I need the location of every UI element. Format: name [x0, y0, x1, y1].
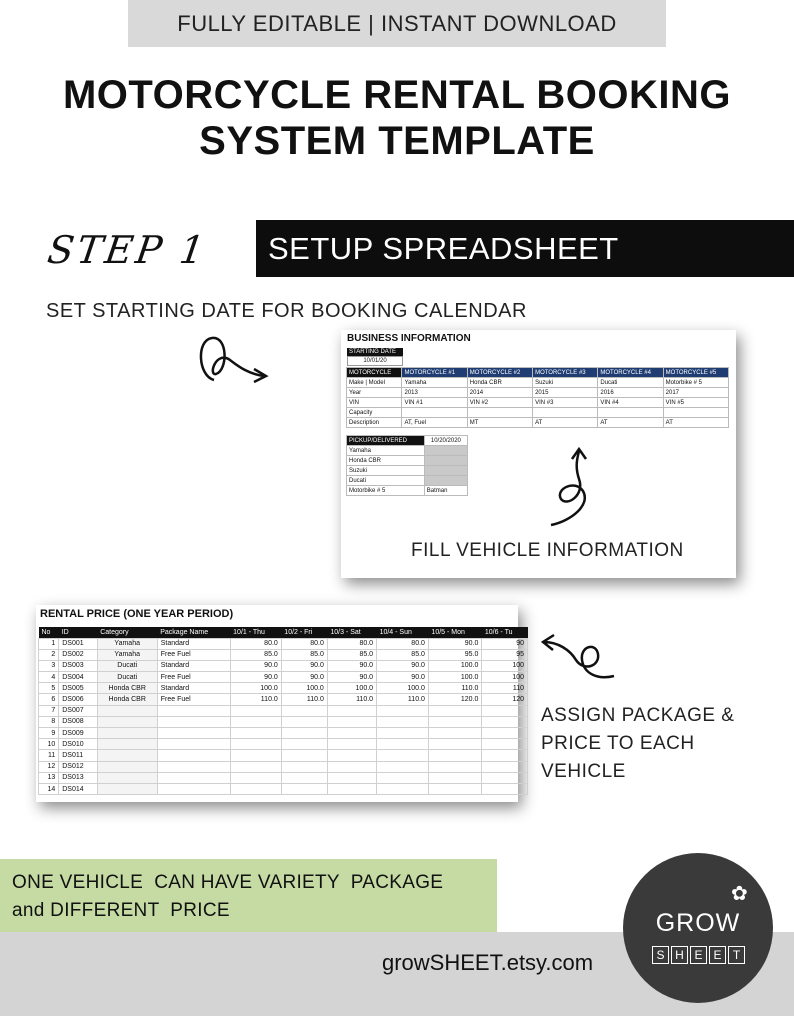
pickup-value-cell[interactable] [424, 446, 467, 456]
etsy-shop-link[interactable]: growSHEET.etsy.com [382, 950, 594, 975]
assign-note-line-2: PRICE TO EACH [541, 733, 695, 754]
logo-letter: T [728, 946, 745, 964]
price-cell[interactable] [428, 761, 481, 772]
variety-package-note [0, 859, 497, 932]
rental-price-title: RENTAL PRICE (ONE YEAR PERIOD) [40, 608, 234, 620]
price-cell: DS003 [59, 660, 97, 671]
price-row [39, 750, 528, 761]
vehicle-cell[interactable]: 2017 [663, 388, 728, 398]
vehicle-header-cell: MOTORCYCLE #3 [533, 368, 598, 378]
price-row [39, 660, 528, 671]
price-cell[interactable]: 80.0 [281, 638, 327, 649]
price-cell[interactable]: 90.0 [377, 672, 429, 683]
price-cell[interactable]: Free Fuel [157, 649, 230, 660]
price-cell[interactable]: Ducati [97, 660, 157, 671]
price-cell[interactable] [327, 705, 376, 716]
title-line-1: MOTORCYCLE RENTAL BOOKING [62, 73, 732, 117]
price-cell[interactable] [281, 716, 327, 727]
vehicle-cell: Capacity [347, 408, 402, 418]
price-cell[interactable] [428, 783, 481, 794]
price-cell[interactable]: Honda CBR [97, 694, 157, 705]
price-cell: 10 [39, 739, 59, 750]
rental-price-table [38, 627, 528, 795]
pickup-value-cell[interactable] [424, 476, 467, 486]
price-cell[interactable] [281, 739, 327, 750]
price-row [39, 716, 528, 727]
price-cell[interactable] [327, 728, 376, 739]
vehicle-header-cell: MOTORCYCLE #2 [467, 368, 532, 378]
price-cell[interactable]: Honda CBR [97, 683, 157, 694]
pickup-vehicle-cell: Yamaha [347, 446, 425, 456]
price-header-cell: Category [97, 627, 157, 638]
price-cell[interactable] [377, 728, 429, 739]
vehicle-cell[interactable]: Yamaha [402, 378, 467, 388]
price-row [39, 649, 528, 660]
price-cell: 1 [39, 638, 59, 649]
pickup-table [346, 435, 468, 496]
price-cell[interactable]: 100.0 [230, 683, 281, 694]
vehicle-cell: Make | Model [347, 378, 402, 388]
price-cell[interactable]: Yamaha [97, 638, 157, 649]
price-cell[interactable]: Free Fuel [157, 672, 230, 683]
vehicle-cell[interactable]: 2016 [598, 388, 663, 398]
price-cell[interactable] [230, 716, 281, 727]
price-cell[interactable]: 110.0 [327, 694, 376, 705]
pickup-value-cell[interactable] [424, 456, 467, 466]
price-cell[interactable] [97, 750, 157, 761]
price-row [39, 728, 528, 739]
price-cell[interactable]: 100.0 [428, 660, 481, 671]
vehicle-cell[interactable]: MT [467, 418, 532, 428]
price-cell[interactable] [327, 739, 376, 750]
assign-note-line-1: ASSIGN PACKAGE & [541, 705, 735, 726]
price-cell[interactable] [230, 783, 281, 794]
flower-icon: ✿ [731, 883, 748, 905]
vehicle-cell[interactable]: AT [598, 418, 663, 428]
price-cell[interactable]: Ducati [97, 672, 157, 683]
price-cell: 13 [39, 772, 59, 783]
vehicle-cell[interactable]: 2014 [467, 388, 532, 398]
title-line-2: SYSTEM TEMPLATE [199, 119, 595, 163]
vehicle-row [347, 388, 729, 398]
price-cell[interactable] [97, 716, 157, 727]
price-cell[interactable]: 100 [482, 672, 528, 683]
price-cell[interactable] [377, 772, 429, 783]
vehicle-row [347, 408, 729, 418]
price-row [39, 638, 528, 649]
price-cell[interactable] [230, 761, 281, 772]
price-cell: 11 [39, 750, 59, 761]
vehicle-cell[interactable]: Ducati [598, 378, 663, 388]
price-cell[interactable]: 100 [482, 660, 528, 671]
business-info-sheet [341, 330, 736, 578]
price-cell[interactable] [157, 750, 230, 761]
price-cell[interactable] [377, 783, 429, 794]
step-label: STEP 1 [44, 228, 211, 272]
price-cell[interactable]: 85.0 [377, 649, 429, 660]
price-cell[interactable] [157, 705, 230, 716]
price-cell[interactable]: 110.0 [281, 694, 327, 705]
growsheet-logo [623, 853, 773, 1003]
price-cell[interactable]: 80.0 [230, 638, 281, 649]
price-cell[interactable] [482, 739, 528, 750]
price-cell[interactable]: 110.0 [377, 694, 429, 705]
price-cell: DS007 [59, 705, 97, 716]
price-cell[interactable]: 90.0 [377, 660, 429, 671]
vehicle-cell[interactable]: 2013 [402, 388, 467, 398]
vehicle-cell: Year [347, 388, 402, 398]
price-cell[interactable] [281, 705, 327, 716]
price-cell: 8 [39, 716, 59, 727]
price-cell[interactable]: 100.0 [377, 683, 429, 694]
logo-sheet-letters [652, 946, 745, 964]
top-banner: FULLY EDITABLE | INSTANT DOWNLOAD [128, 0, 666, 47]
vehicle-row [347, 398, 729, 408]
price-cell: 6 [39, 694, 59, 705]
vehicle-row [347, 378, 729, 388]
price-cell[interactable] [230, 728, 281, 739]
price-cell[interactable] [482, 772, 528, 783]
starting-date-label: STARTING DATE [347, 348, 403, 356]
price-cell[interactable] [428, 772, 481, 783]
starting-date-box [347, 348, 403, 366]
price-cell[interactable] [157, 761, 230, 772]
price-cell[interactable] [281, 772, 327, 783]
price-cell[interactable]: 110 [482, 683, 528, 694]
pickup-row [347, 446, 468, 456]
price-cell[interactable] [97, 739, 157, 750]
vehicle-cell[interactable]: Suzuki [533, 378, 598, 388]
curly-arrow-right-icon [194, 330, 274, 390]
setup-spreadsheet-bar: SETUP SPREADSHEET [256, 220, 794, 277]
vehicle-cell[interactable] [533, 408, 598, 418]
price-cell: DS014 [59, 783, 97, 794]
price-cell[interactable]: 90.0 [428, 638, 481, 649]
price-cell[interactable] [482, 783, 528, 794]
price-header-cell: ID [59, 627, 97, 638]
price-cell: DS013 [59, 772, 97, 783]
price-cell[interactable]: 90.0 [281, 660, 327, 671]
price-cell[interactable]: Standard [157, 638, 230, 649]
price-row [39, 772, 528, 783]
price-cell[interactable]: 85.0 [327, 649, 376, 660]
pickup-row [347, 476, 468, 486]
price-cell[interactable]: Yamaha [97, 649, 157, 660]
price-cell[interactable] [230, 750, 281, 761]
variety-note-line-1: ONE VEHICLE CAN HAVE VARIETY PACKAGE [12, 872, 444, 893]
vehicle-cell[interactable] [598, 408, 663, 418]
price-row [39, 761, 528, 772]
price-cell[interactable] [97, 783, 157, 794]
price-cell[interactable] [97, 705, 157, 716]
price-cell[interactable]: Standard [157, 683, 230, 694]
pickup-row [347, 456, 468, 466]
price-cell: DS002 [59, 649, 97, 660]
price-cell[interactable] [428, 716, 481, 727]
price-cell[interactable]: 90.0 [327, 672, 376, 683]
price-cell[interactable] [327, 750, 376, 761]
vehicle-cell[interactable]: VIN #3 [533, 398, 598, 408]
vehicle-cell[interactable]: AT [533, 418, 598, 428]
price-cell[interactable]: 90.0 [230, 660, 281, 671]
price-cell[interactable]: 90.0 [327, 660, 376, 671]
vehicle-table [346, 367, 729, 428]
price-header-cell: 10/1 - Thu [230, 627, 281, 638]
price-cell: DS001 [59, 638, 97, 649]
main-title [0, 72, 794, 164]
price-row [39, 683, 528, 694]
price-cell[interactable] [157, 739, 230, 750]
vehicle-cell[interactable]: VIN #5 [663, 398, 728, 408]
price-row [39, 672, 528, 683]
price-cell[interactable] [157, 772, 230, 783]
price-cell[interactable] [377, 705, 429, 716]
pickup-label: PICKUP/DELIVERED [347, 436, 425, 446]
price-cell: 3 [39, 660, 59, 671]
start-date-note: SET STARTING DATE FOR BOOKING CALENDAR [46, 300, 527, 322]
price-cell[interactable]: 90.0 [230, 672, 281, 683]
price-cell[interactable] [327, 783, 376, 794]
vehicle-cell[interactable]: VIN #4 [598, 398, 663, 408]
vehicle-cell: Description [347, 418, 402, 428]
price-cell[interactable]: 90.0 [281, 672, 327, 683]
price-cell: 9 [39, 728, 59, 739]
price-cell[interactable] [377, 761, 429, 772]
price-cell[interactable] [482, 716, 528, 727]
variety-note-line-2: and DIFFERENT PRICE [12, 900, 230, 921]
price-cell: DS008 [59, 716, 97, 727]
starting-date-value[interactable]: 10/01/20 [347, 356, 403, 366]
fill-vehicle-note: FILL VEHICLE INFORMATION [411, 540, 684, 561]
price-cell[interactable] [428, 750, 481, 761]
price-cell[interactable] [157, 728, 230, 739]
pickup-row [347, 466, 468, 476]
price-cell[interactable] [327, 761, 376, 772]
vehicle-cell[interactable]: Motorbike # 5 [663, 378, 728, 388]
price-cell[interactable] [157, 783, 230, 794]
price-cell[interactable] [230, 772, 281, 783]
pickup-value-cell[interactable]: Batman [424, 486, 467, 496]
price-cell[interactable]: 100.0 [327, 683, 376, 694]
vehicle-cell[interactable]: VIN #2 [467, 398, 532, 408]
logo-letter: S [652, 946, 669, 964]
price-cell[interactable] [377, 739, 429, 750]
price-cell[interactable] [327, 716, 376, 727]
price-cell: DS006 [59, 694, 97, 705]
price-cell[interactable] [281, 761, 327, 772]
price-cell[interactable] [281, 750, 327, 761]
vehicle-cell[interactable] [402, 408, 467, 418]
price-cell[interactable] [230, 705, 281, 716]
vehicle-header-cell: MOTORCYCLE #5 [663, 368, 728, 378]
price-cell: 5 [39, 683, 59, 694]
price-header-cell: 10/2 - Fri [281, 627, 327, 638]
logo-grow-text: GROW [655, 909, 741, 937]
price-cell: 2 [39, 649, 59, 660]
price-cell: DS010 [59, 739, 97, 750]
vehicle-header-cell: MOTORCYCLE #1 [402, 368, 467, 378]
price-row [39, 783, 528, 794]
price-cell[interactable] [230, 739, 281, 750]
price-cell[interactable]: Standard [157, 660, 230, 671]
price-cell[interactable]: 100.0 [281, 683, 327, 694]
price-cell[interactable] [377, 750, 429, 761]
price-cell[interactable]: 80.0 [327, 638, 376, 649]
price-header-cell: No [39, 627, 59, 638]
price-cell[interactable] [281, 728, 327, 739]
curly-arrow-up-icon [541, 445, 601, 530]
price-cell[interactable] [482, 750, 528, 761]
price-cell[interactable]: 85.0 [281, 649, 327, 660]
price-header-cell: Package Name [157, 627, 230, 638]
vehicle-header-cell: MOTORCYCLE [347, 368, 402, 378]
vehicle-cell[interactable]: VIN #1 [402, 398, 467, 408]
price-cell: 14 [39, 783, 59, 794]
price-cell[interactable] [157, 716, 230, 727]
price-cell[interactable] [97, 761, 157, 772]
price-header-cell: 10/5 - Mon [428, 627, 481, 638]
assign-package-note [541, 702, 734, 786]
price-cell[interactable] [377, 716, 429, 727]
vehicle-header-cell: MOTORCYCLE #4 [598, 368, 663, 378]
price-cell[interactable]: 80.0 [377, 638, 429, 649]
logo-letter: H [671, 946, 688, 964]
price-cell: DS011 [59, 750, 97, 761]
price-cell[interactable]: 95.0 [428, 649, 481, 660]
pickup-vehicle-cell: Suzuki [347, 466, 425, 476]
price-cell[interactable]: 110.0 [428, 683, 481, 694]
price-cell[interactable]: 90 [482, 638, 528, 649]
vehicle-row [347, 418, 729, 428]
price-cell[interactable]: 100.0 [428, 672, 481, 683]
price-row [39, 694, 528, 705]
price-cell[interactable]: Free Fuel [157, 694, 230, 705]
pickup-vehicle-cell: Honda CBR [347, 456, 425, 466]
business-info-title: BUSINESS INFORMATION [347, 333, 471, 344]
pickup-value-cell[interactable] [424, 466, 467, 476]
price-cell[interactable] [482, 728, 528, 739]
price-header-cell: 10/3 - Sat [327, 627, 376, 638]
price-cell: 7 [39, 705, 59, 716]
price-cell[interactable] [327, 772, 376, 783]
pickup-row [347, 486, 468, 496]
assign-note-line-3: VEHICLE [541, 761, 626, 782]
price-cell[interactable] [97, 772, 157, 783]
vehicle-cell[interactable]: 2015 [533, 388, 598, 398]
price-cell[interactable]: 120.0 [428, 694, 481, 705]
price-cell[interactable]: 110.0 [230, 694, 281, 705]
vehicle-cell[interactable]: Honda CBR [467, 378, 532, 388]
price-cell: 12 [39, 761, 59, 772]
price-cell[interactable] [428, 728, 481, 739]
logo-letter: E [690, 946, 707, 964]
price-header-cell: 10/4 - Sun [377, 627, 429, 638]
price-cell: DS012 [59, 761, 97, 772]
vehicle-cell[interactable] [663, 408, 728, 418]
vehicle-cell[interactable]: AT [663, 418, 728, 428]
price-cell[interactable] [482, 761, 528, 772]
price-header-cell: 10/6 - Tu [482, 627, 528, 638]
vehicle-cell[interactable] [467, 408, 532, 418]
price-cell[interactable]: 85.0 [230, 649, 281, 660]
logo-letter: E [709, 946, 726, 964]
price-cell[interactable] [97, 728, 157, 739]
price-cell[interactable]: 120 [482, 694, 528, 705]
pickup-vehicle-cell: Motorbike # 5 [347, 486, 425, 496]
price-cell: DS009 [59, 728, 97, 739]
price-row [39, 739, 528, 750]
price-cell: DS005 [59, 683, 97, 694]
price-cell[interactable] [281, 783, 327, 794]
pickup-vehicle-cell: Ducati [347, 476, 425, 486]
curly-arrow-left-icon [538, 630, 618, 690]
pickup-date[interactable]: 10/20/2020 [424, 436, 467, 446]
price-cell[interactable] [428, 705, 481, 716]
price-cell: DS004 [59, 672, 97, 683]
price-row [39, 705, 528, 716]
vehicle-cell: VIN [347, 398, 402, 408]
price-cell[interactable] [482, 705, 528, 716]
price-cell[interactable]: 95 [482, 649, 528, 660]
rental-price-sheet [36, 605, 524, 802]
price-cell[interactable] [428, 739, 481, 750]
price-cell: 4 [39, 672, 59, 683]
vehicle-cell[interactable]: AT, Fuel [402, 418, 467, 428]
